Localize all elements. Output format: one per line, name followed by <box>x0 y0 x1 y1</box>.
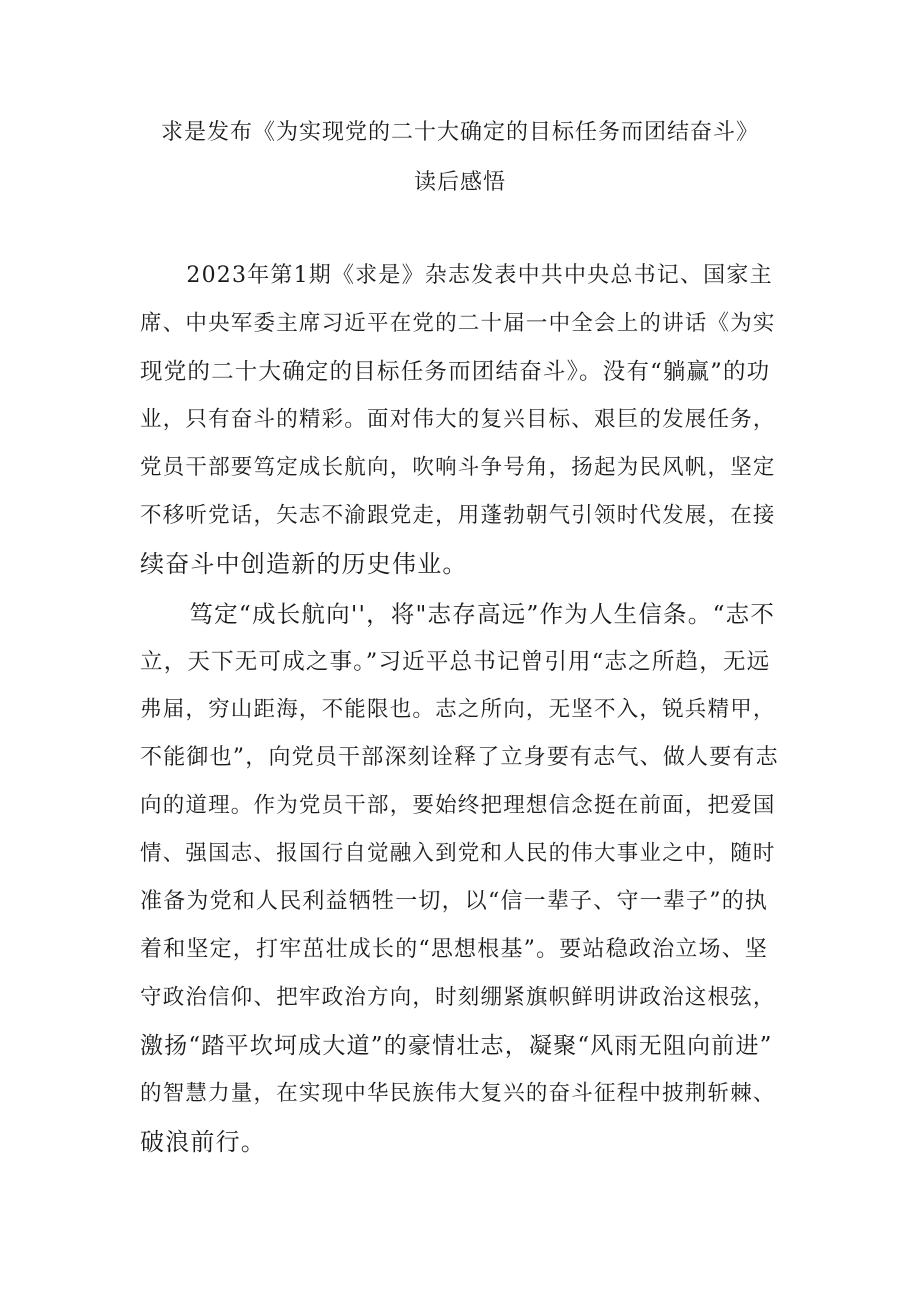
paragraph-line: 激扬“踏平坎坷成大道”的豪情壮志，凝聚“风雨无阻向前进” <box>140 1033 773 1059</box>
paragraph-line: 2023年第1期《求是》杂志发表中共中央总书记、国家主 <box>140 263 773 288</box>
paragraph-line: 党员干部要笃定成长航向，吹响斗争号角，扬起为民风帆，坚定 <box>140 455 776 480</box>
document-title: 求是发布《为实现党的二十大确定的目标任务而团结奋斗》 <box>160 120 759 145</box>
paragraph-line: 席、中央军委主席习近平在党的二十届一中全会上的讲话《为实 <box>140 311 776 336</box>
paragraph-line: 现党的二十大确定的目标任务而团结奋斗》。没有“躺赢”的功 <box>140 359 771 385</box>
paragraph-line: 不移听党话，矢志不渝跟党走，用蓬勃朝气引领时代发展，在接 <box>140 503 776 528</box>
paragraph-line: 准备为党和人民利益牺牲一切，以“信一辈子、守一辈子”的执 <box>140 889 769 914</box>
paragraph-line: 破浪前行。 <box>140 1128 266 1156</box>
paragraph-line: 守政治信仰、把牢政治方向，时刻绷紧旗帜鲜明讲政治这根弦， <box>140 985 776 1010</box>
paragraph-line: 情、强国志、报国行自觉融入到党和人民的伟大事业之中，随时 <box>140 841 776 866</box>
document-subtitle: 读后感悟 <box>413 170 506 195</box>
paragraph-line: 弗届，穷山距海，不能限也。志之所向，无坚不入，锐兵精甲， <box>140 697 776 722</box>
paragraph-line: 着和坚定，打牢茁壮成长的“思想根基”。要站稳政治立场、坚 <box>140 937 769 962</box>
paragraph-line: 不能御也”，向党员干部深刻诠释了立身要有志气、做人要有志 <box>140 745 779 770</box>
paragraph-line: 业，只有奋斗的精彩。面对伟大的复兴目标、艰巨的发展任务， <box>140 407 776 432</box>
paragraph-line: 立，天下无可成之事。”习近平总书记曾引用“志之所趋，无远 <box>140 649 771 675</box>
paragraph-line: 笃定“成长航向''，将"志存高远”作为人生信条。“志不 <box>140 600 776 628</box>
paragraph-line: 的智慧力量，在实现中华民族伟大复兴的奋斗征程中披荆斩棘、 <box>140 1081 776 1106</box>
paragraph-line: 续奋斗中创造新的历史伟业。 <box>140 550 468 578</box>
paragraph-line: 向的道理。作为党员干部，要始终把理想信念挺在前面，把爱国 <box>140 793 776 818</box>
